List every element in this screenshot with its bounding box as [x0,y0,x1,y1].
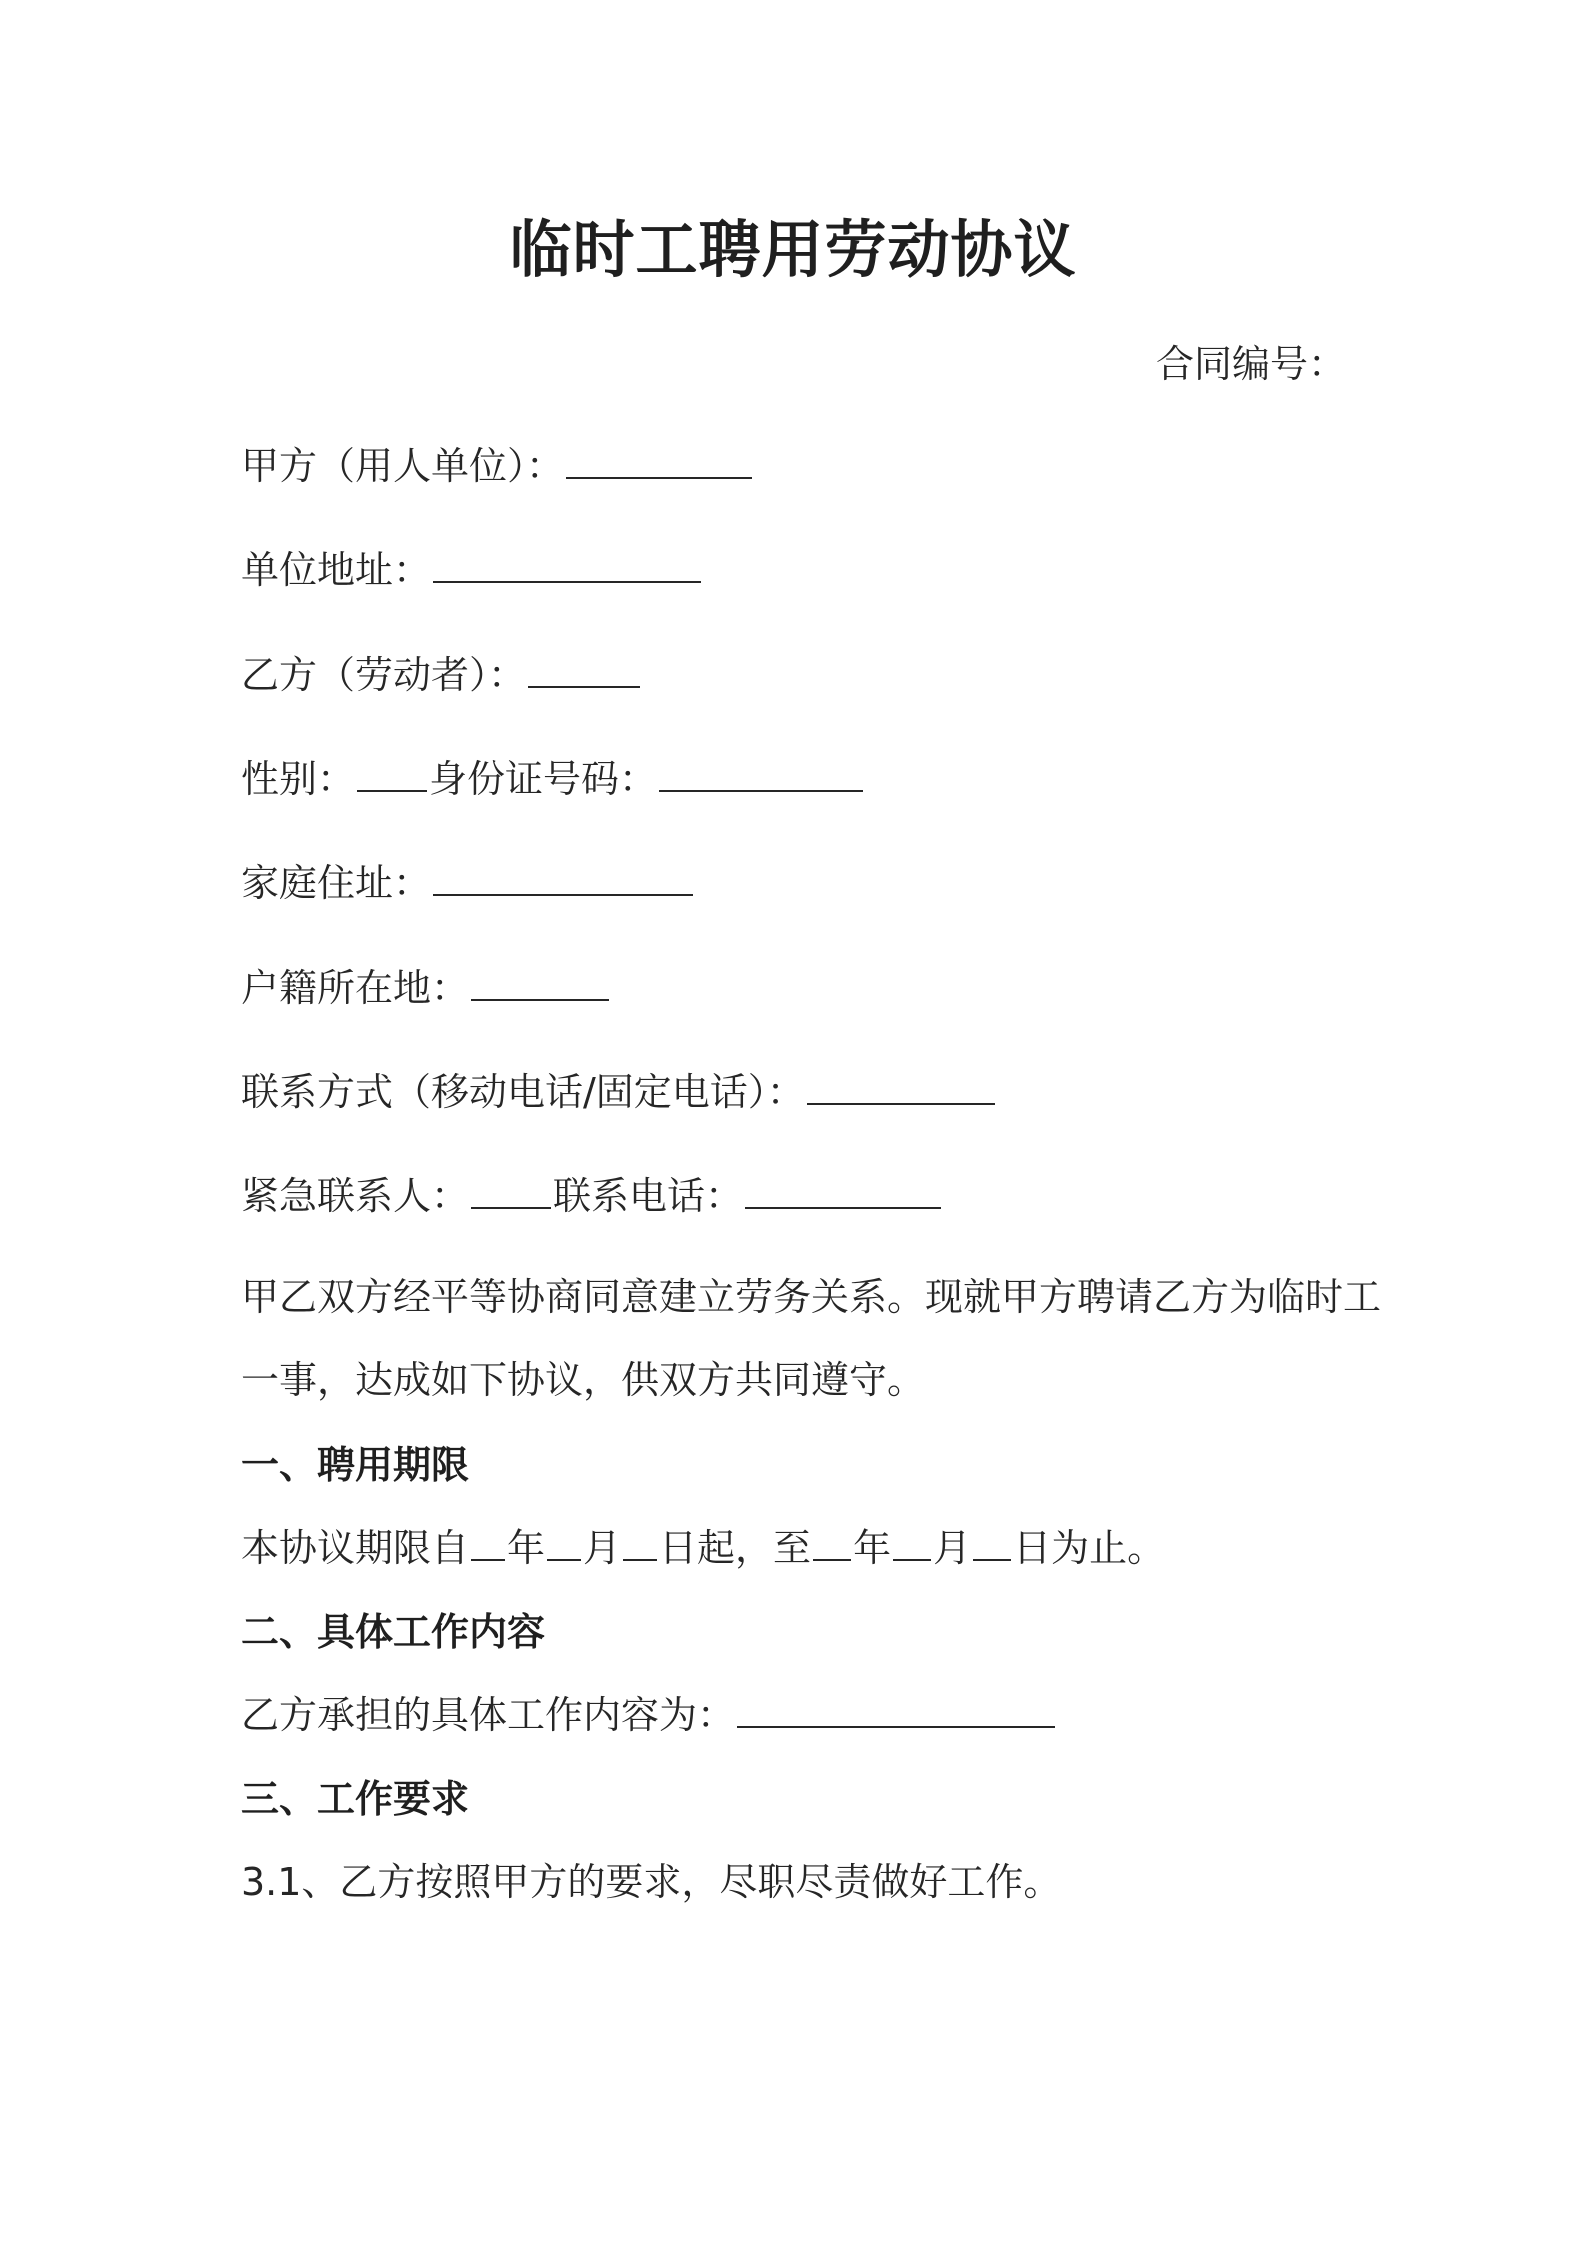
work-content-line [241,1690,1057,1740]
household-label: 户籍所在地： [241,966,470,1010]
work-content-label: 乙方承担的具体工作内容为： [241,1693,736,1737]
contact-phone-blank[interactable] [745,1171,941,1209]
document-title: 临时工聘用劳动协议 [509,213,1077,286]
intro-line-2: 一事，达成如下协议，供双方共同遵守。 [241,1358,926,1402]
start-year-label: 年 [507,1526,546,1570]
emergency-contact-label: 紧急联系人： [241,1174,470,1218]
start-day-blank[interactable] [623,1523,657,1561]
home-address-blank[interactable] [433,858,693,896]
term-text-start: 本协议期限自 [241,1526,470,1570]
emergency-contact-blank[interactable] [471,1171,551,1209]
gender-label: 性别： [241,757,356,801]
home-address-label: 家庭住址： [241,861,432,905]
contact-label: 联系方式（移动电话/固定电话）： [241,1070,805,1114]
end-year-label: 年 [853,1526,892,1570]
end-year-blank[interactable] [813,1523,851,1561]
unit-address-label: 单位地址： [241,548,432,592]
work-content-blank[interactable] [737,1690,1055,1728]
requirement-3-1: 3.1、乙方按照甲方的要求，尽职尽责做好工作。 [241,1860,1062,1904]
party-b-line [241,650,642,700]
end-day-blank[interactable] [973,1523,1011,1561]
contract-number-label: 合同编号： [1155,342,1346,386]
start-month-blank[interactable] [547,1523,581,1561]
unit-address-line [241,545,703,595]
section-2-heading: 二、具体工作内容 [241,1610,546,1654]
party-a-label: 甲方（用人单位）： [241,444,565,488]
gender-id-line [241,754,865,804]
id-number-blank[interactable] [659,754,863,792]
term-line [241,1523,1165,1573]
intro-line-1: 甲乙双方经平等协商同意建立劳务关系。现就甲方聘请乙方为临时工 [241,1275,1382,1319]
end-month-label: 月 [933,1526,972,1570]
contact-phone-label: 联系电话： [553,1174,744,1218]
contact-blank[interactable] [807,1067,995,1105]
start-year-blank[interactable] [471,1523,505,1561]
end-day-label: 日为止。 [1013,1526,1166,1570]
emergency-line [241,1171,943,1221]
gender-blank[interactable] [357,754,427,792]
household-blank[interactable] [471,963,609,1001]
section-1-heading: 一、聘用期限 [241,1443,470,1487]
household-line [241,963,611,1013]
start-day-label: 日起，至 [659,1526,812,1570]
party-a-line [241,441,754,491]
id-number-label: 身份证号码： [429,757,658,801]
contact-line [241,1067,997,1117]
party-b-label: 乙方（劳动者）： [241,653,527,697]
home-address-line [241,858,695,908]
start-month-label: 月 [583,1526,622,1570]
party-b-blank[interactable] [528,650,640,688]
section-3-heading: 三、工作要求 [241,1777,470,1821]
party-a-blank[interactable] [566,441,752,479]
unit-address-blank[interactable] [433,545,701,583]
end-month-blank[interactable] [893,1523,931,1561]
